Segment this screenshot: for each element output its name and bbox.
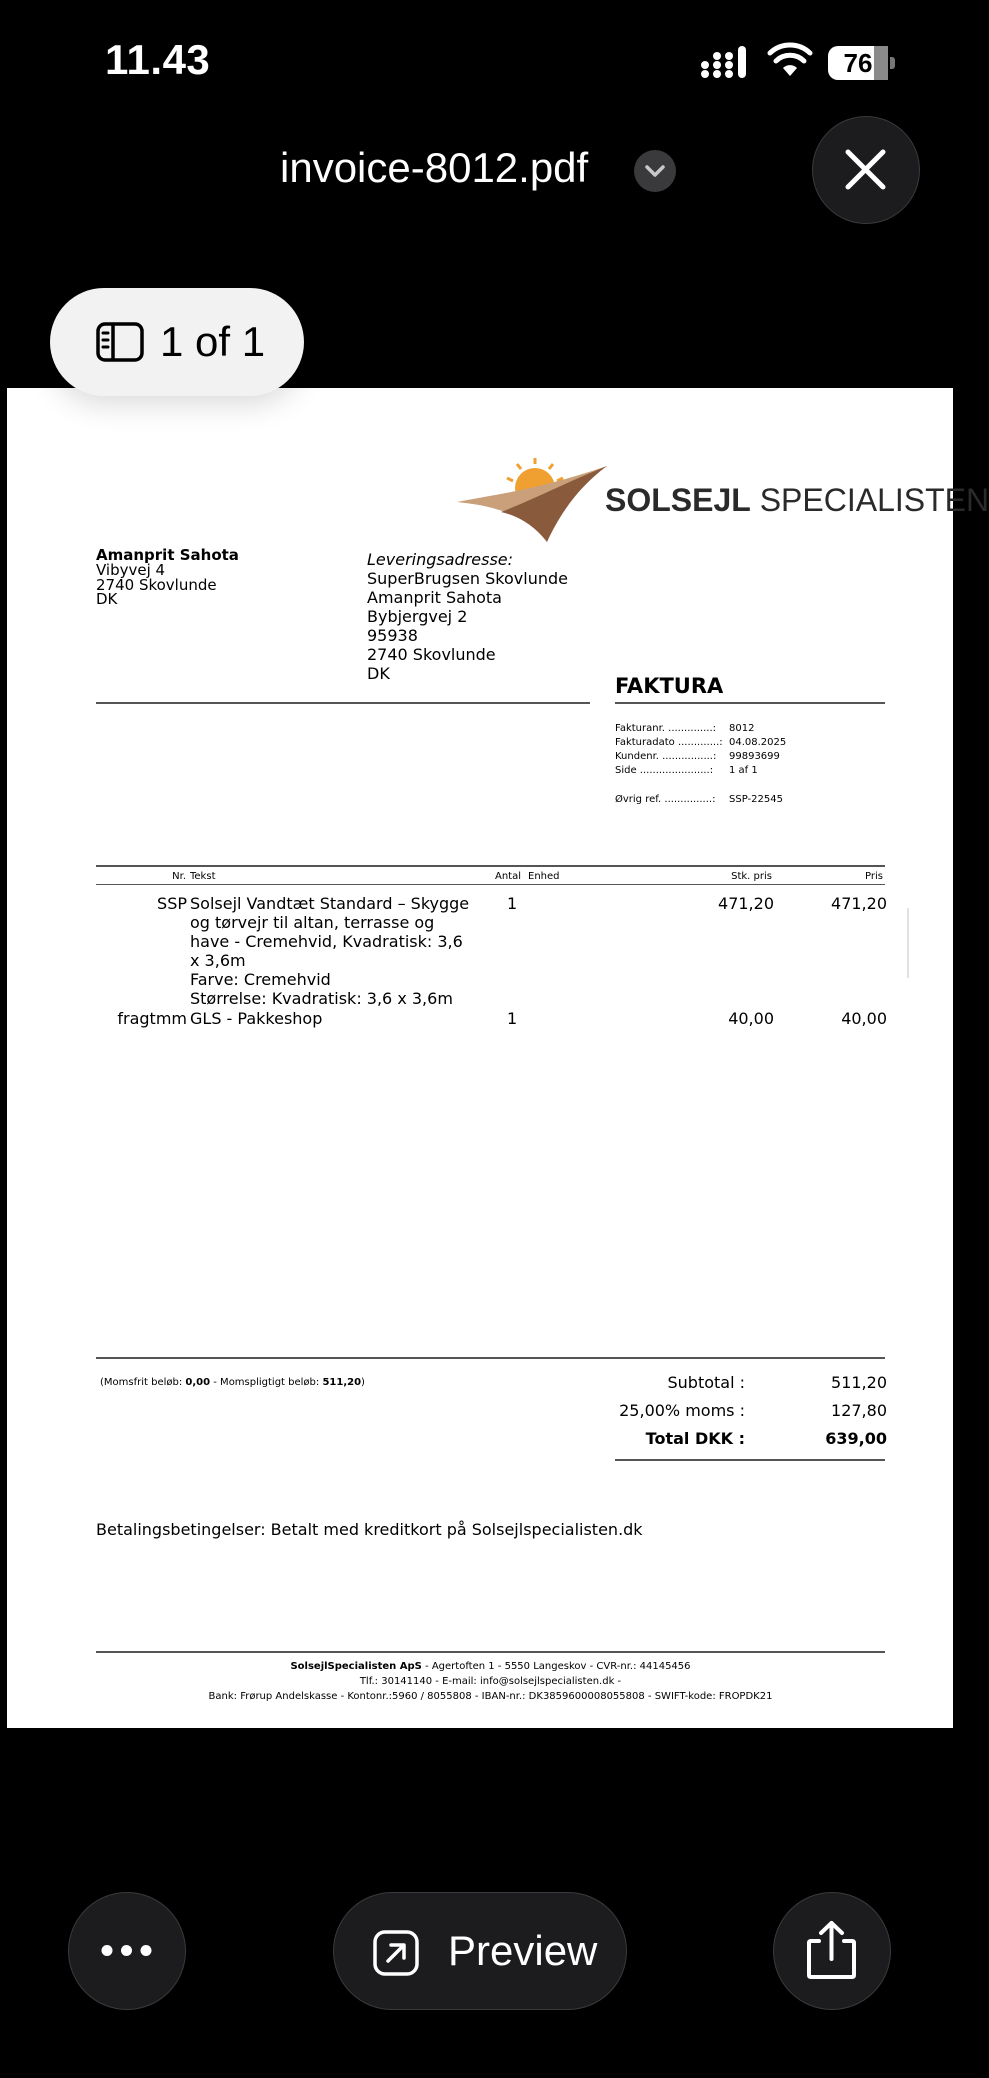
meta-value: SSP-22545 (729, 794, 783, 805)
more-button[interactable] (68, 1892, 186, 2010)
brand-name: SOLSEJL SPECIALISTEN (605, 482, 989, 518)
meta-label: Kundenr. ................: (615, 751, 717, 762)
vat-note: (Momsfrit beløb: 0,00 - Momspligtigt beløb: 511,20) (100, 1377, 365, 1388)
row-text-line: x 3,6m (190, 951, 246, 970)
column-header-text: Tekst (190, 871, 216, 882)
divider (96, 702, 590, 704)
divider (96, 884, 885, 885)
row-text-line: Solsejl Vandtæt Standard – Skygge (190, 894, 470, 913)
close-icon (813, 117, 918, 222)
column-header-unit-price: Stk. pris (731, 871, 772, 882)
row-text-line: Størrelse: Kvadratisk: 3,6 x 3,6m (190, 989, 453, 1008)
delivery-line: DK (367, 664, 390, 683)
total-label: 25,00% moms : (619, 1401, 745, 1420)
column-header-price: Pris (865, 871, 883, 882)
row-text-line: GLS - Pakkeshop (190, 1009, 323, 1028)
customer-address-line: DK (96, 590, 118, 608)
side-watermark (907, 908, 909, 978)
meta-label: Side ......................: (615, 765, 714, 776)
divider (615, 1459, 885, 1461)
row-unit-price: 40,00 (728, 1009, 774, 1028)
close-button[interactable] (812, 116, 920, 224)
meta-value: 04.08.2025 (729, 737, 787, 748)
customer-address-line: 2740 Skovlunde (96, 576, 217, 594)
row-qty: 1 (507, 1009, 518, 1028)
delivery-line: SuperBrugsen Skovlunde (367, 569, 568, 588)
sun-sail-logo-icon (457, 454, 607, 544)
customer-address-line: Vibyvej 4 (96, 561, 166, 579)
meta-label: Øvrig ref. ...............: (615, 794, 716, 805)
column-header-unit: Enhed (528, 871, 560, 882)
chevron-down-icon[interactable] (634, 150, 676, 192)
row-price: 471,20 (831, 894, 887, 913)
battery-icon (828, 46, 894, 80)
meta-value: 1 af 1 (729, 765, 758, 776)
total-label: Total DKK : (645, 1429, 745, 1448)
preview-label: Preview (448, 1927, 598, 1974)
total-value: 511,20 (831, 1373, 887, 1392)
delivery-heading: Leveringsadresse: (367, 550, 514, 569)
footer-line: SolsejlSpecialisten ApS - Agertoften 1 - 5550 Langeskov - CVR-nr.: 44145456 (290, 1661, 691, 1672)
meta-value: 99893699 (729, 751, 780, 762)
share-button[interactable] (773, 1892, 891, 2010)
customer-name: Amanprit Sahota (96, 546, 239, 564)
row-text-line: og tørvejr til altan, terrasse og (190, 913, 435, 932)
ellipsis-icon (69, 1893, 184, 2008)
footer-line: Tlf.: 30141140 - E-mail: info@solsejlspecialisten.dk - (359, 1676, 622, 1687)
meta-label: Fakturanr. ..............: (615, 723, 717, 734)
sidebar-thumbnails-icon (96, 322, 144, 362)
column-header-qty: Antal (495, 871, 522, 882)
row-qty: 1 (507, 894, 518, 913)
row-nr: fragtmm (117, 1009, 187, 1028)
status-time: 11.43 (105, 36, 211, 83)
divider (615, 702, 885, 704)
row-text-line: Farve: Cremehvid (190, 970, 331, 989)
preview-button[interactable] (333, 1892, 627, 2010)
invoice-page (7, 388, 989, 1728)
row-nr: SSP (157, 894, 187, 913)
column-header-nr: Nr. (172, 871, 186, 882)
total-label: Subtotal : (667, 1373, 745, 1392)
divider (96, 865, 885, 867)
document-title: FAKTURA (615, 674, 724, 698)
payment-terms: Betalingsbetingelser: Betalt med kreditkort på Solsejlspecialisten.dk (96, 1520, 643, 1539)
open-external-icon (372, 1929, 420, 1977)
page-counter-button[interactable] (50, 288, 304, 396)
file-title[interactable]: invoice-8012.pdf (280, 144, 589, 191)
divider (96, 1357, 885, 1359)
meta-value: 8012 (729, 723, 755, 734)
delivery-line: Bybjergvej 2 (367, 607, 468, 626)
row-unit-price: 471,20 (718, 894, 774, 913)
cellular-signal-icon (700, 46, 750, 80)
footer-line: Bank: Frørup Andelskasse - Kontonr.:5960 / 8055808 - IBAN-nr.: DK3859600008055808 - SWIFT-kode: FROPDK21 (208, 1691, 773, 1702)
total-value: 639,00 (825, 1429, 887, 1448)
row-text-line: have - Cremehvid, Kvadratisk: 3,6 (190, 932, 463, 951)
meta-label: Fakturadato .............: (615, 737, 723, 748)
row-price: 40,00 (841, 1009, 887, 1028)
divider (96, 1651, 885, 1653)
delivery-line: 2740 Skovlunde (367, 645, 496, 664)
wifi-icon (768, 44, 812, 78)
share-icon (774, 1893, 889, 2008)
battery-percent: 76 (843, 48, 873, 78)
delivery-line: Amanprit Sahota (367, 588, 502, 607)
page-counter-label: 1 of 1 (160, 318, 266, 365)
total-value: 127,80 (831, 1401, 887, 1420)
delivery-line: 95938 (367, 626, 418, 645)
